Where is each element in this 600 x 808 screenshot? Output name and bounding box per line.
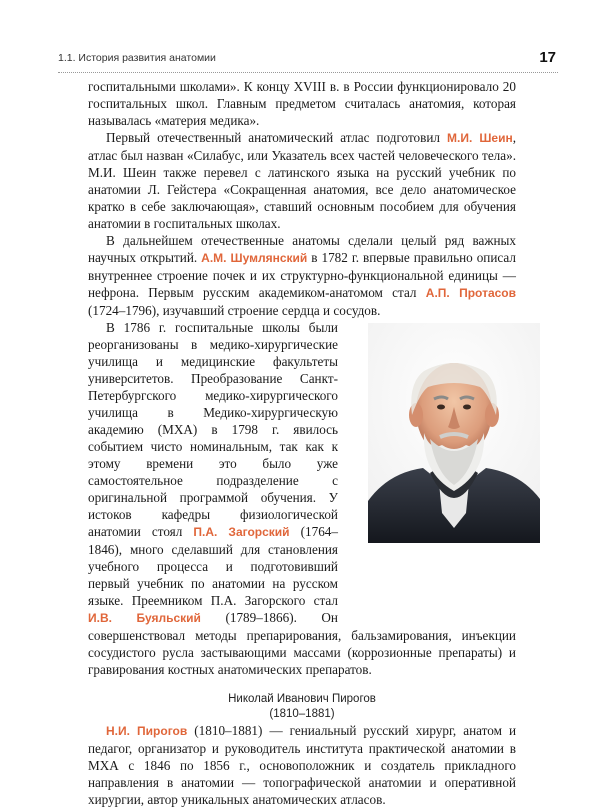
paragraph-2 [88, 129, 516, 232]
text-run: в 1782 г. впервые правильно описал внутреннее строение почек и их структурно-функциональной единицы — нефрона. Первым русским академиком-анатомом стал [88, 250, 516, 300]
person-name: И.В. Буяльский [88, 611, 201, 625]
text-run: госпитальными школами». К концу XVIII в. в России функционировало 20 госпитальных школ. Главным предметом считалась анатомия, которая называлась «материя медика». [88, 79, 516, 128]
person-name: Н.И. Пирогов [106, 724, 188, 738]
text-run: (1789–1866). Он совершенствовал методы препарирования, бальзамирования, инъекции сосудистого русла застывающими массами (коррозионные препараты) и гравирования костных анатомических препаратов. [88, 610, 516, 677]
portrait-image [368, 323, 540, 543]
text-run: Первый отечественный анатомический атлас подготовил [106, 130, 448, 145]
running-head [58, 50, 558, 73]
person-name: А.М. Шумлянский [201, 251, 308, 265]
person-name: А.П. Протасов [425, 286, 516, 300]
caption-name: Николай Иванович Пирогов [228, 693, 376, 705]
text-run: (1724–1796), изучавший строение сердца и сосудов. [88, 303, 381, 318]
page-number: 17 [539, 49, 556, 66]
paragraph-1 [88, 78, 516, 129]
paragraph-5 [88, 722, 516, 808]
figure-caption [88, 692, 516, 722]
paragraph-3 [88, 232, 516, 319]
section-title: 1.1. История развития анатомии [58, 52, 216, 64]
text-run: , атлас был назван «Силабус, или Указатель всех частей человеческого тела». М.И. Шеин также перевел с латинского языка на русский учебник по анатомии Л. Гейстера «Сокращенная анатомия, все дело анатомическое кратко в себе заключающая», ставший основным пособием для обучения анатомии в госпитальных школах. [88, 130, 516, 231]
text-run: (1764–1846), много сделавший для становления учебного процесса и подготовивший первый учебник по анатомии на русском языке. Преемником П.А. Загорского стал [88, 524, 338, 608]
text-run: В 1786 г. госпитальные школы были реорганизованы в медико-хирургические училища и медицинские факультеты университетов. Преобразование Санкт-Петербургского медико-хирургического училища в Медико-хирургическую академию (МХА) в 1798 г. явилось событием чисто номинальным, так как к этому времени это было уже самостоятельное подразделение с оригинальной программой обучения. У истоков кафедры физиологической анатомии стоял [88, 320, 338, 539]
figure [348, 323, 524, 615]
caption-years: (1810–1881) [269, 708, 335, 720]
person-name: П.А. Загорский [193, 525, 290, 539]
paragraph-4 [88, 319, 516, 678]
text-run: В дальнейшем отечественные анатомы сделали целый ряд важных научных открытий. [88, 233, 516, 265]
body-text [88, 78, 516, 808]
person-name: М.И. Шеин [447, 131, 513, 145]
text-run: (1810–1881) — гениальный русский хирург, анатом и педагог, организатор и руководитель института практической анатомии в МХА с 1846 по 1856 г., основоположник и создатель прикладного направления в анатомии — топографической анатомии и оперативной хирургии, автор уникальных анатомических атласов. [88, 723, 516, 807]
